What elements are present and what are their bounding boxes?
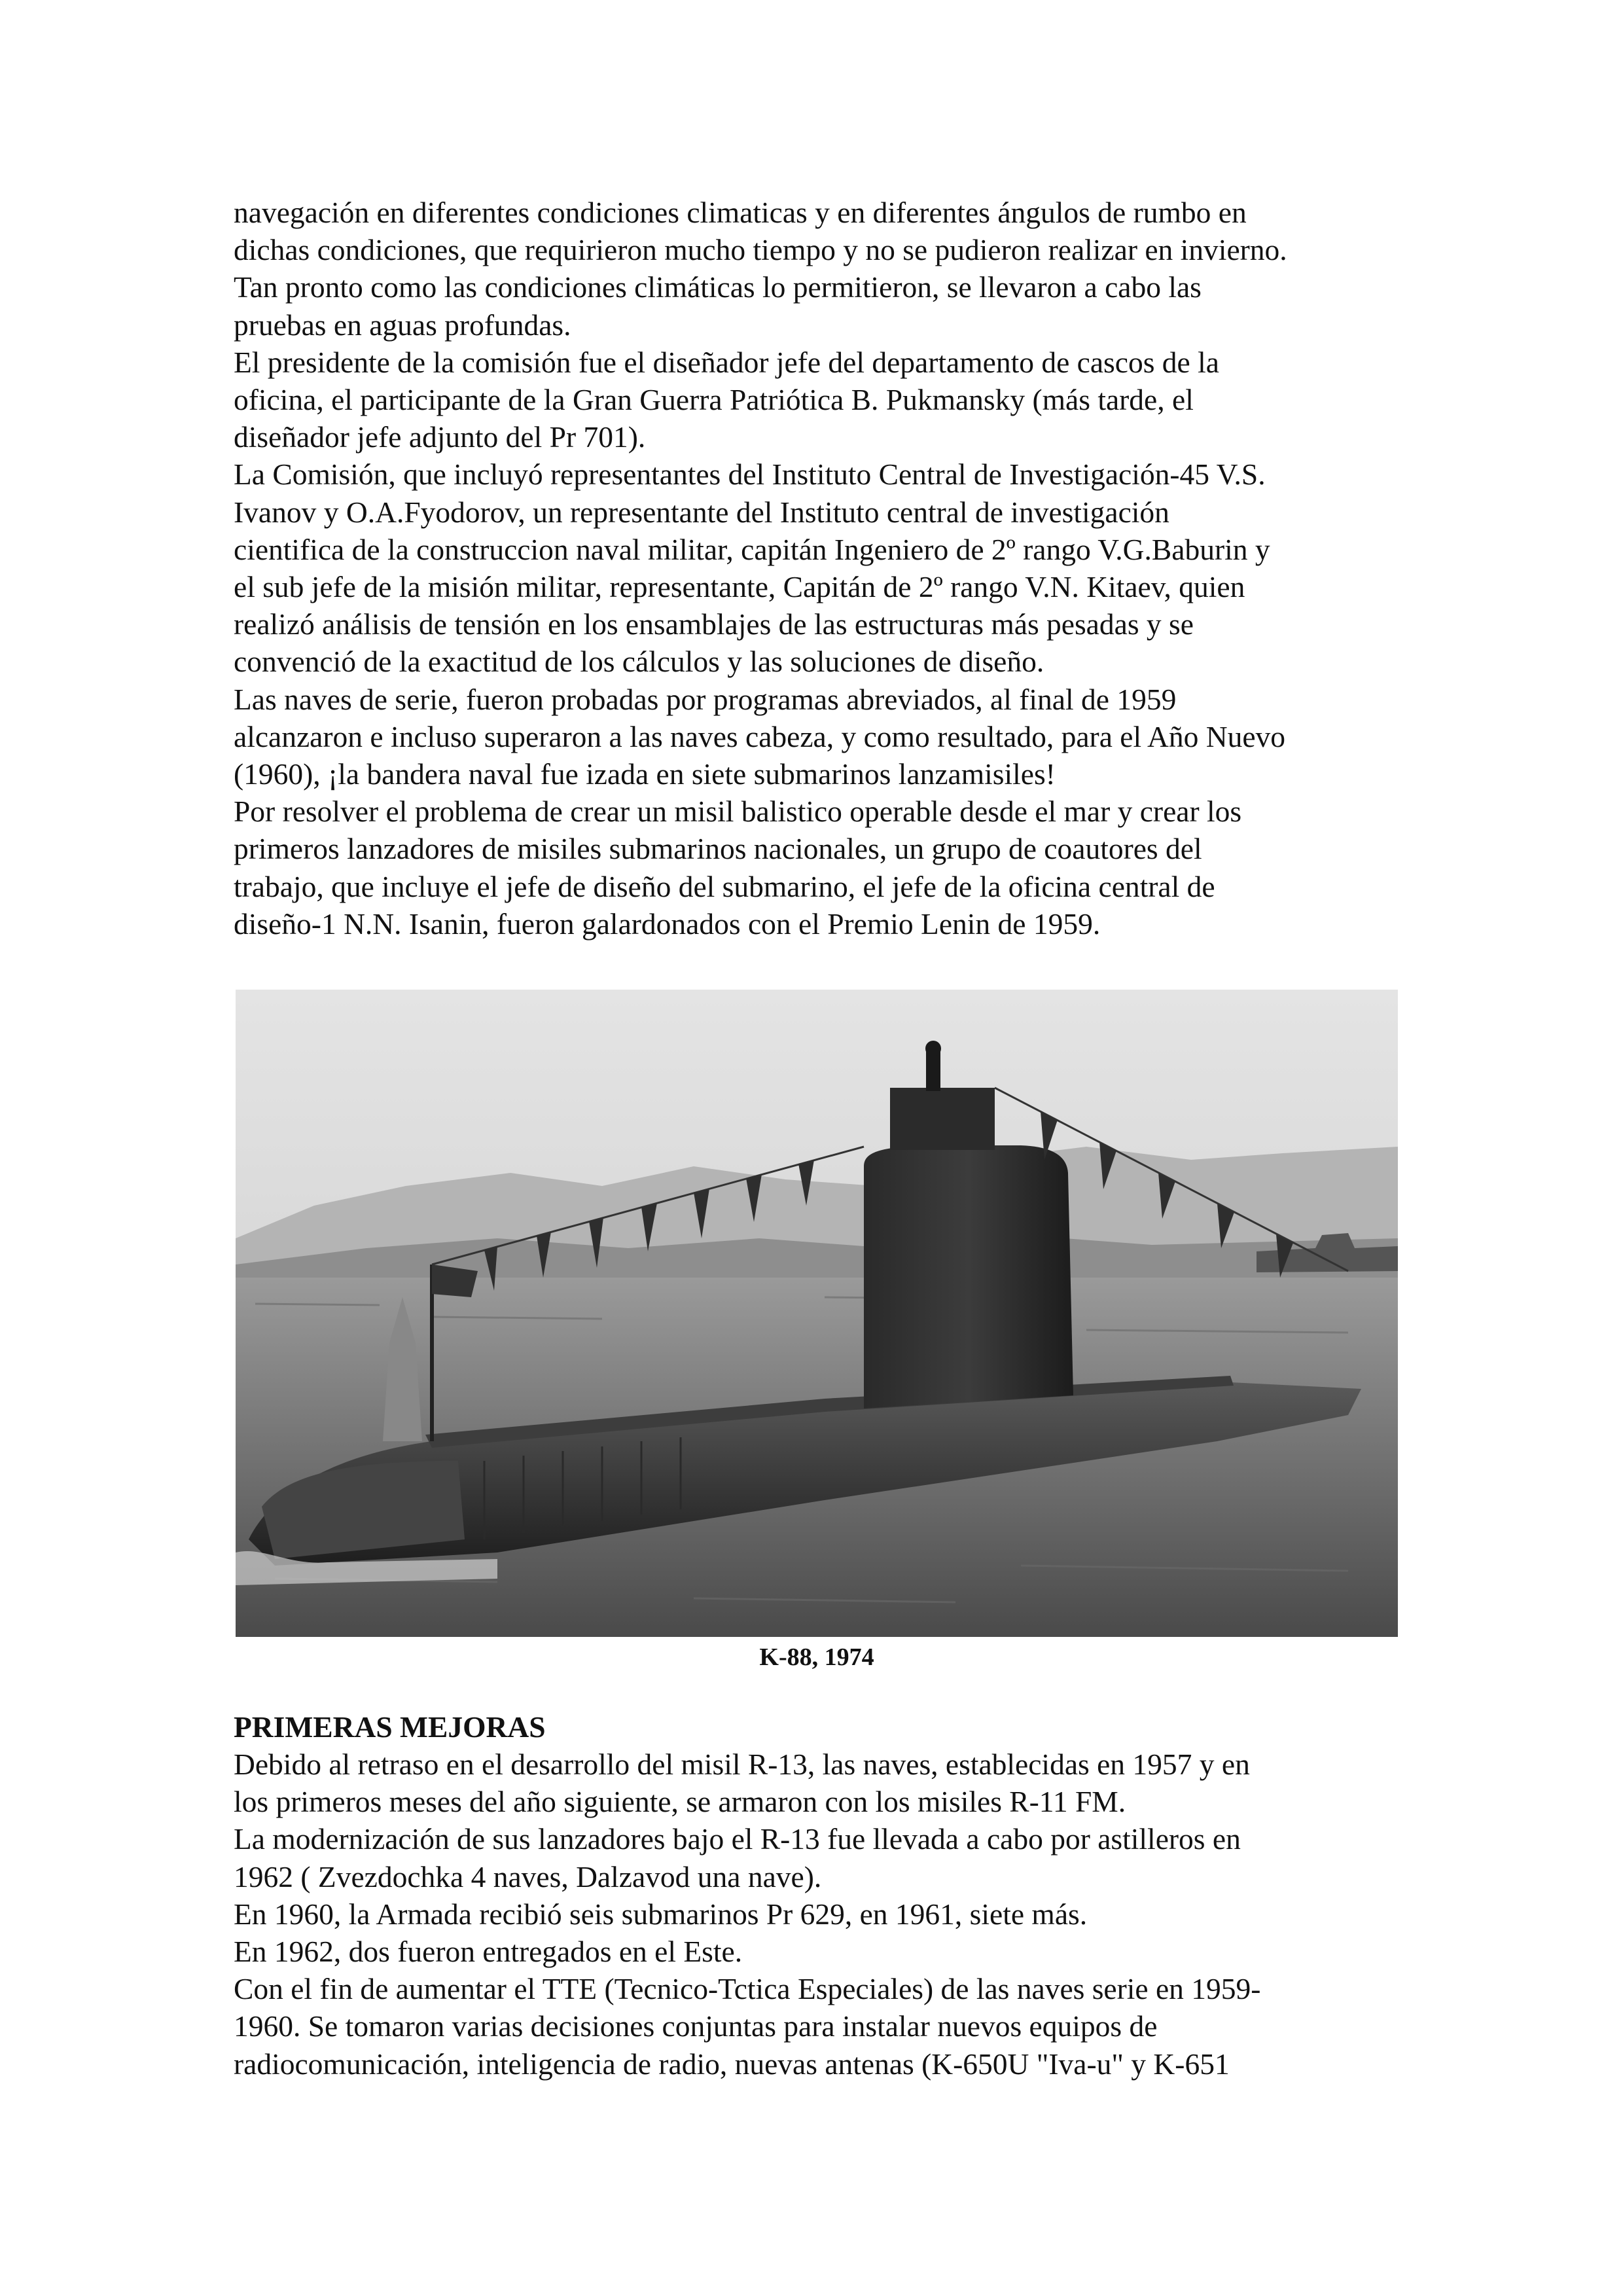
text-line: navegación en diferentes condiciones climaticas y en diferentes ángulos de rumbo en <box>234 196 1247 229</box>
text-line: 1960. Se tomaron varias decisiones conjuntas para instalar nuevos equipos de <box>234 2009 1158 2043</box>
text-line: 1962 ( Zvezdochka 4 naves, Dalzavod una nave). <box>234 1859 822 1893</box>
text-line: Con el fin de aumentar el TTE (Tecnico-Tctica Especiales) de las naves serie en 1959- <box>234 1972 1261 2006</box>
text-line: pruebas en aguas profundas. <box>234 308 571 342</box>
section-heading: PRIMERAS MEJORAS <box>234 1710 546 1744</box>
text-line: En 1960, la Armada recibió seis submarinos Pr 629, en 1961, siete más. <box>234 1897 1088 1931</box>
text-line: trabajo, que incluye el jefe de diseño del submarino, el jefe de la oficina central de <box>234 869 1215 903</box>
text-line: La modernización de sus lanzadores bajo el R-13 fue llevada a cabo por astilleros en <box>234 1822 1241 1856</box>
crew-figure <box>926 1052 940 1091</box>
text-line: Tan pronto como las condiciones climáticas lo permitieron, se llevaron a cabo las <box>234 270 1202 304</box>
text-line: realizó análisis de tensión en los ensamblajes de las estructuras más pesadas y se <box>234 607 1194 641</box>
text-line: La Comisión, que incluyó representantes del Instituto Central de Investigación-45 V.S. <box>234 457 1266 492</box>
body-text-bottom <box>234 1746 1412 2083</box>
text-line: (1960), ¡la bandera naval fue izada en siete submarinos lanzamisiles! <box>234 757 1056 791</box>
text-line: el sub jefe de la misión militar, representante, Capitán de 2º rango V.N. Kitaev, quien <box>234 570 1245 604</box>
text-line: Las naves de serie, fueron probadas por programas abreviados, al final de 1959 <box>234 682 1177 716</box>
text-line: radiocomunicación, inteligencia de radio, nuevas antenas (K-650U "Iva-u" y K-651 <box>234 2047 1230 2081</box>
text-line: El presidente de la comisión fue el diseñador jefe del departamento de cascos de la <box>234 345 1219 379</box>
body-text-top <box>234 194 1412 942</box>
text-line: cientifica de la construccion naval militar, capitán Ingeniero de 2º rango V.G.Baburin y <box>234 532 1270 566</box>
text-line: En 1962, dos fueron entregados en el Este. <box>234 1935 743 1969</box>
text-line: Debido al retraso en el desarrollo del misil R-13, las naves, establecidas en 1957 y en <box>234 1748 1250 1781</box>
text-line: Ivanov y O.A.Fyodorov, un representante del Instituto central de investigación <box>234 495 1169 529</box>
submarine-illustration <box>236 990 1398 1637</box>
text-line: oficina, el participante de la Gran Guerra Patriótica B. Pukmansky (más tarde, el <box>234 383 1194 417</box>
text-line: dichas condiciones, que requirieron mucho tiempo y no se pudieron realizar en invierno. <box>234 233 1287 267</box>
text-line: diseñador jefe adjunto del Pr 701). <box>234 420 646 454</box>
text-line: los primeros meses del año siguiente, se armaron con los misiles R-11 FM. <box>234 1785 1126 1819</box>
text-line: alcanzaron e incluso superaron a las naves cabeza, y como resultado, para el Año Nuevo <box>234 719 1286 753</box>
text-line: primeros lanzadores de misiles submarinos nacionales, un grupo de coautores del <box>234 832 1202 866</box>
text-line: Por resolver el problema de crear un misil balistico operable desde el mar y crear los <box>234 795 1242 829</box>
submarine-photo <box>236 990 1398 1637</box>
bridge <box>890 1088 995 1150</box>
figure-caption: K-88, 1974 <box>759 1643 874 1671</box>
text-line: diseño-1 N.N. Isanin, fueron galardonados con el Premio Lenin de 1959. <box>234 906 1101 941</box>
conning-tower <box>864 1145 1073 1408</box>
text-line: convenció de la exactitud de los cálculos y las soluciones de diseño. <box>234 645 1044 679</box>
